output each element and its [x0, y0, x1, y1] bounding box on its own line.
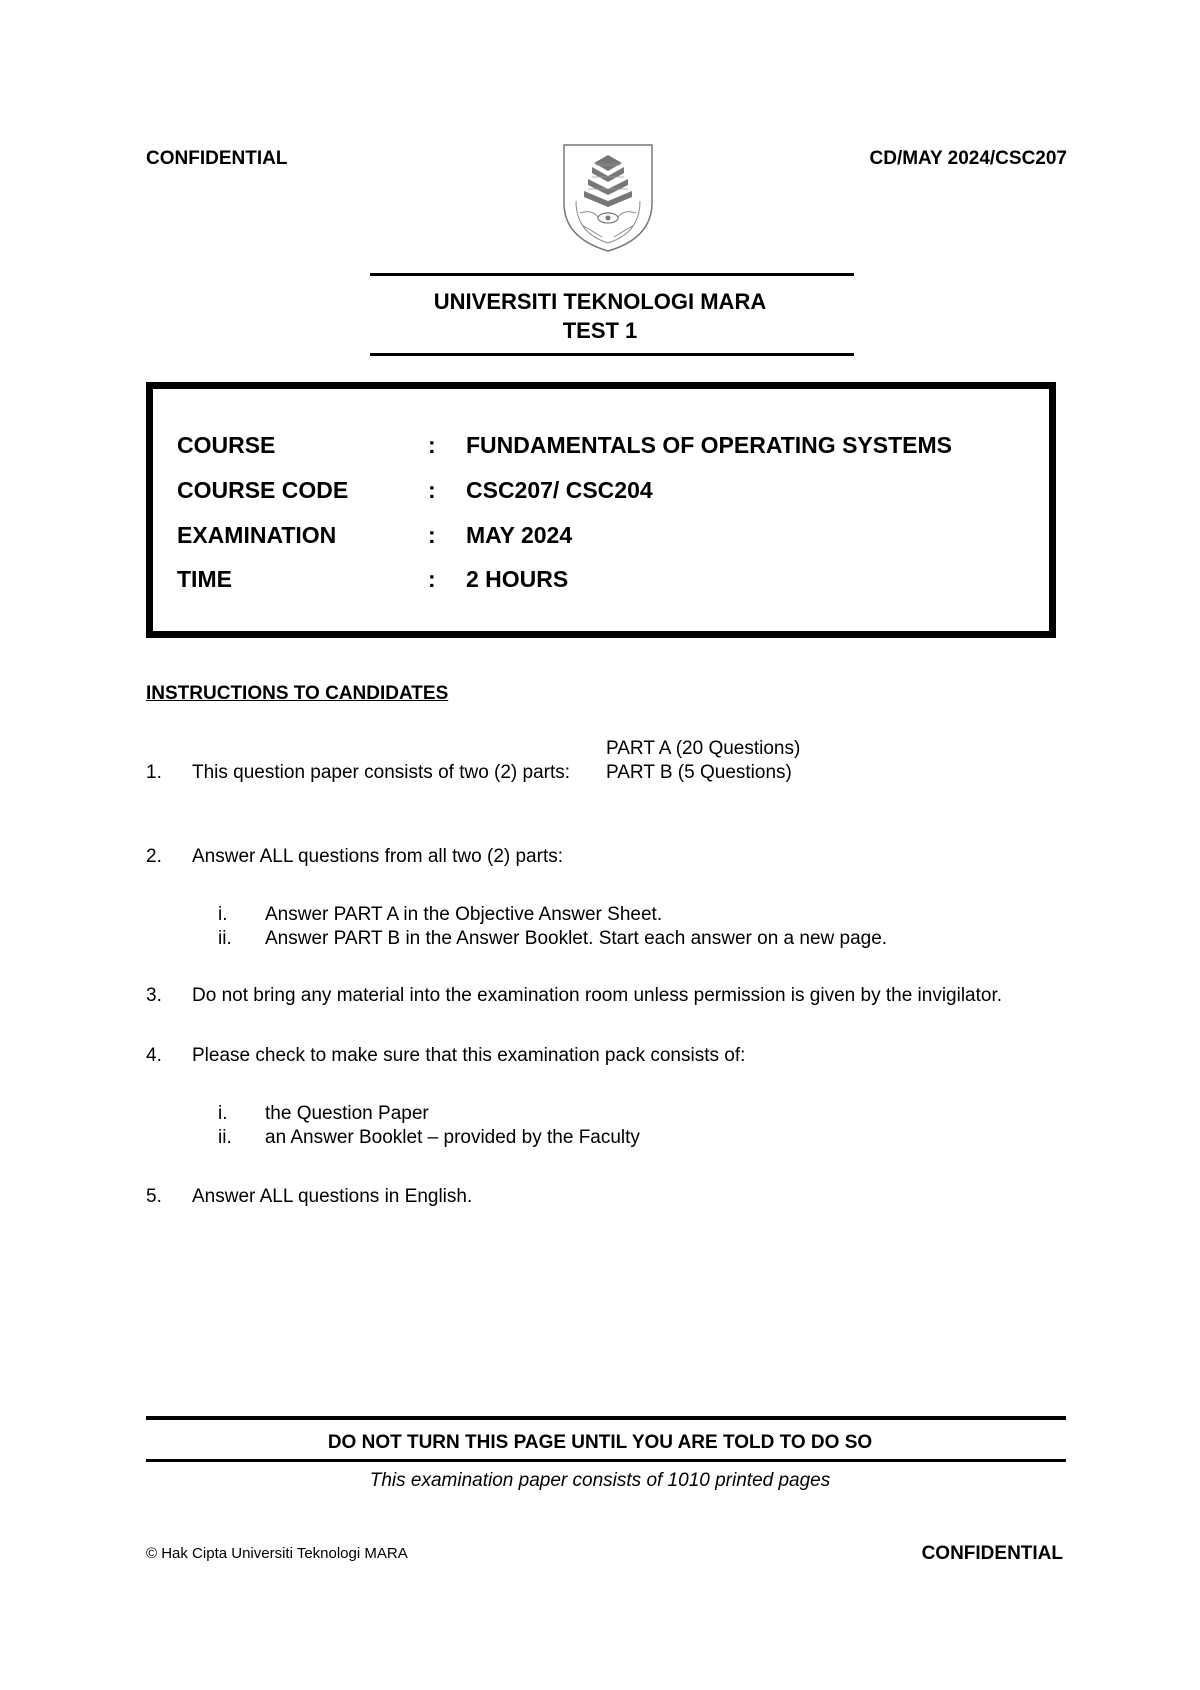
- sub-item-text: an Answer Booklet – provided by the Faculty: [265, 1127, 640, 1148]
- instruction-text: This question paper consists of two (2) parts:: [192, 762, 571, 783]
- info-value-time: 2 HOURS: [466, 566, 569, 592]
- info-colon: :: [428, 566, 436, 592]
- do-not-turn-notice: DO NOT TURN THIS PAGE UNTIL YOU ARE TOLD TO DO SO: [327, 1432, 873, 1453]
- header-left-confidential: CONFIDENTIAL: [146, 148, 288, 169]
- instruction-text: Do not bring any material into the examination room unless permission is given by the invigilator.: [192, 985, 1003, 1006]
- copyright-text: © Hak Cipta Universiti Teknologi MARA: [146, 1545, 408, 1562]
- info-value-examination: MAY 2024: [466, 522, 573, 548]
- footer-top-rule: [146, 1416, 1066, 1420]
- part-b-label: PART B (5 Questions): [606, 762, 792, 783]
- sub-item-text: Answer PART B in the Answer Booklet. Start each answer on a new page.: [265, 928, 888, 949]
- sub-item-number: ii.: [218, 928, 232, 949]
- title-top-rule: [370, 273, 854, 276]
- header-right-code: CD/MAY 2024/CSC207: [869, 148, 1067, 169]
- course-info-box: [146, 382, 1056, 638]
- instructions-heading: INSTRUCTIONS TO CANDIDATES: [146, 683, 449, 704]
- info-label-course: COURSE: [177, 432, 276, 458]
- info-colon: :: [428, 477, 436, 503]
- university-name: UNIVERSITI TEKNOLOGI MARA: [433, 289, 767, 314]
- sub-item-number: i.: [218, 1103, 228, 1124]
- part-a-label: PART A (20 Questions): [606, 738, 801, 759]
- instruction-number: 2.: [146, 846, 162, 867]
- sub-item-text: Answer PART A in the Objective Answer Sheet.: [265, 904, 663, 925]
- instruction-text: Please check to make sure that this examination pack consists of:: [192, 1045, 746, 1066]
- info-colon: :: [428, 432, 436, 458]
- sub-item-number: ii.: [218, 1127, 232, 1148]
- title-bottom-rule: [370, 353, 854, 356]
- info-colon: :: [428, 522, 436, 548]
- sub-item-text: the Question Paper: [265, 1103, 429, 1124]
- info-label-time: TIME: [177, 566, 232, 592]
- info-label-examination: EXAMINATION: [177, 522, 337, 548]
- instruction-number: 3.: [146, 985, 162, 1006]
- info-value-course: FUNDAMENTALS OF OPERATING SYSTEMS: [466, 432, 952, 458]
- info-value-course-code: CSC207/ CSC204: [466, 477, 653, 503]
- instruction-number: 1.: [146, 762, 162, 783]
- test-title: TEST 1: [562, 318, 638, 343]
- sub-item-number: i.: [218, 904, 228, 925]
- instruction-text: Answer ALL questions from all two (2) parts:: [192, 846, 564, 867]
- instruction-number: 4.: [146, 1045, 162, 1066]
- footer-confidential: CONFIDENTIAL: [921, 1543, 1063, 1564]
- info-label-course-code: COURSE CODE: [177, 477, 349, 503]
- instruction-text: Answer ALL questions in English.: [192, 1186, 473, 1207]
- page-count-note: This examination paper consists of 1010 printed pages: [369, 1470, 831, 1491]
- footer-bottom-rule: [146, 1459, 1066, 1462]
- instruction-number: 5.: [146, 1186, 162, 1207]
- university-crest-icon: [562, 143, 654, 253]
